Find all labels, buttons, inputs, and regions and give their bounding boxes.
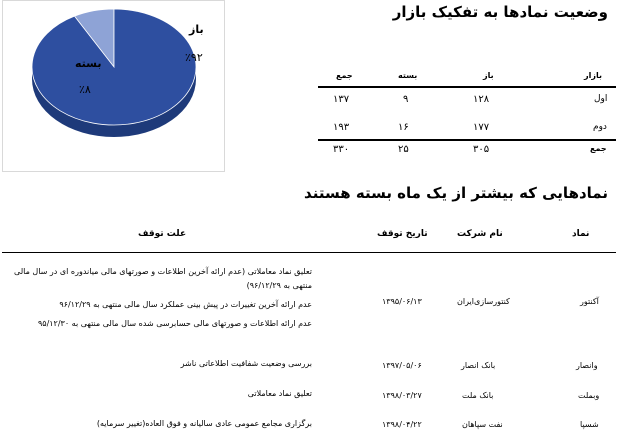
row-3-date: ۱۳۹۸/۰۳/۲۷ (382, 391, 422, 400)
row-3-reason: تعلیق نماد معاملاتی (247, 389, 312, 398)
summary-row-2-total: ۱۹۳ (333, 122, 350, 133)
pie-slice-open (32, 9, 196, 125)
row-1-reason-line-4: عدم ارائه اطلاعات و صورتهای مالی حسابرسی شده سال مالی منتهی به ۹۵/۱۲/۳۰ (37, 319, 312, 328)
row-1-symbol: آکنتور (580, 297, 599, 306)
summary-header-total: جمع (336, 71, 353, 80)
pie-chart (2, 0, 225, 172)
suspended-header-symbol: نماد (572, 229, 590, 239)
row-1-reason-line-2: منتهی به ۹۶/۱۲/۲۹) (246, 281, 312, 290)
row-2-company: بانک انصار (461, 361, 496, 370)
row-4-symbol: شسپا (580, 420, 599, 429)
pie-pct-open: ٪۹۲ (185, 51, 203, 64)
summary-row-3-open: ۳۰۵ (473, 144, 490, 155)
suspended-header-reason: علت توقف (138, 229, 187, 239)
row-4-date: ۱۳۹۸/۰۴/۲۲ (382, 420, 422, 429)
summary-row-2-closed: ۱۶ (398, 122, 409, 133)
suspended-header-company: نام شرکت (457, 229, 503, 239)
pie-pct-closed: ٪۸ (79, 83, 91, 96)
summary-row-2-open: ۱۷۷ (473, 122, 490, 133)
summary-row-1-market: اول (594, 94, 608, 104)
row-3-company: بانک ملت (462, 391, 494, 400)
suspended-header-date: تاریخ توقف (377, 229, 428, 239)
pie-label-closed: بسته (75, 57, 102, 70)
summary-row-1-total: ۱۳۷ (333, 94, 350, 105)
row-4-reason: برگزاری مجامع عمومی عادی سالیانه و فوق العاده(تغییر سرمایه) (96, 419, 312, 428)
pie-label-open: باز (189, 23, 204, 36)
summary-row-3-market: جمع (590, 144, 607, 153)
row-2-reason: بررسی وضعیت شفافیت اطلاعاتی ناشر (180, 359, 312, 368)
row-2-symbol: وانصار (576, 361, 598, 370)
summary-header-open: باز (483, 71, 494, 80)
summary-header-market: بازار (584, 71, 602, 80)
summary-title: وضعیت نمادها به تفکیک بازار (392, 3, 608, 21)
row-1-date: ۱۳۹۵/۰۶/۱۳ (382, 297, 422, 306)
summary-row-1-open: ۱۲۸ (473, 94, 490, 105)
summary-row-3-total: ۳۳۰ (333, 144, 350, 155)
row-1-reason-line-1: تعلیق نماد معاملاتی (عدم ارائه آخرین اطلاعات و صورتهای مالی میاندوره ای در سال مالی (14, 267, 312, 276)
summary-row-1-closed: ۹ (403, 94, 409, 105)
summary-row-2-market: دوم (593, 122, 607, 132)
suspended-title: نمادهایی که بیشتر از یک ماه بسته هستند (304, 184, 608, 202)
row-3-symbol: وبملت (578, 391, 600, 400)
row-1-company: کنتورسازی‌ایران (457, 297, 510, 306)
summary-row-3-closed: ۲۵ (398, 144, 409, 155)
summary-header-closed: بسته (398, 71, 418, 80)
summary-header-rule (318, 86, 616, 88)
row-4-company: نفت سپاهان (462, 420, 503, 429)
row-2-date: ۱۳۹۷/۰۵/۰۶ (382, 361, 422, 370)
summary-total-rule (318, 139, 616, 141)
suspended-header-rule (2, 252, 616, 253)
row-1-reason-line-3: عدم ارائه آخرین تغییرات در پیش بینی عملکرد سال مالی منتهی به ۹۶/۱۲/۲۹ (59, 300, 312, 309)
